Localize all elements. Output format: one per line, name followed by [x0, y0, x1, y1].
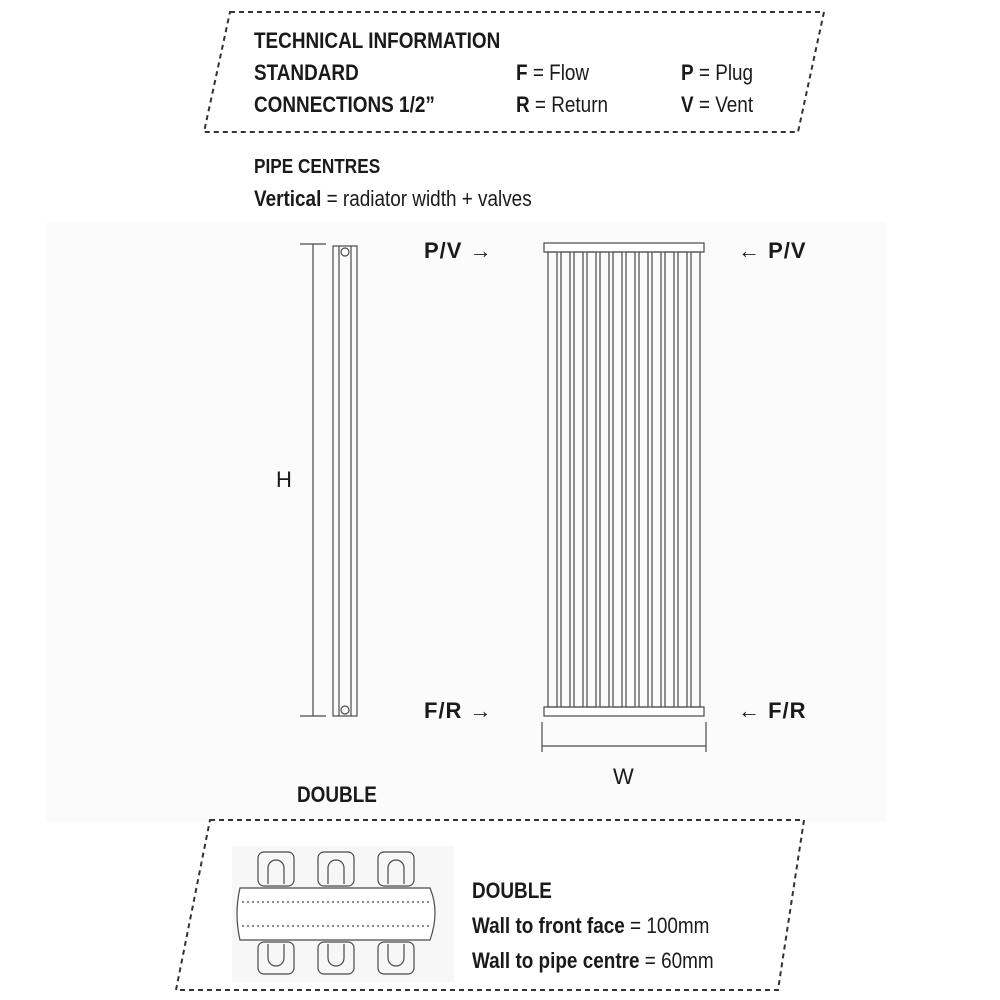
top-left-connection-label: P/V →	[424, 238, 493, 263]
double-box-title: DOUBLE	[472, 878, 552, 903]
tech-info-title: TECHNICAL INFORMATION	[254, 28, 501, 53]
bottom-left-connection-label: F/R →	[424, 698, 493, 723]
wall-to-pipe-centre: Wall to pipe centre = 60mm	[472, 948, 714, 973]
connections-label: CONNECTIONS 1/2”	[254, 92, 435, 117]
bottom-header-bar	[544, 707, 704, 716]
wall-to-front-face: Wall to front face = 100mm	[472, 913, 710, 938]
bottom-right-connection-label: ← F/R	[738, 698, 807, 723]
standard-label: STANDARD	[254, 60, 359, 85]
pipe-centres-rule: Vertical = radiator width + valves	[254, 186, 532, 211]
top-right-connection-label: ← P/V	[738, 238, 807, 263]
legend-flow: F = Flow	[516, 60, 590, 85]
double-heading: DOUBLE	[297, 782, 377, 807]
drawing-background	[46, 222, 886, 822]
legend-plug: P = Plug	[681, 60, 754, 85]
top-header-bar	[544, 243, 704, 252]
double-section-drawing	[232, 846, 454, 982]
legend-return: R = Return	[516, 92, 609, 117]
pipe-centres-title: PIPE CENTRES	[254, 156, 381, 178]
legend-vent: V = Vent	[681, 92, 754, 117]
height-label: H	[276, 467, 292, 492]
width-label: W	[613, 764, 634, 789]
